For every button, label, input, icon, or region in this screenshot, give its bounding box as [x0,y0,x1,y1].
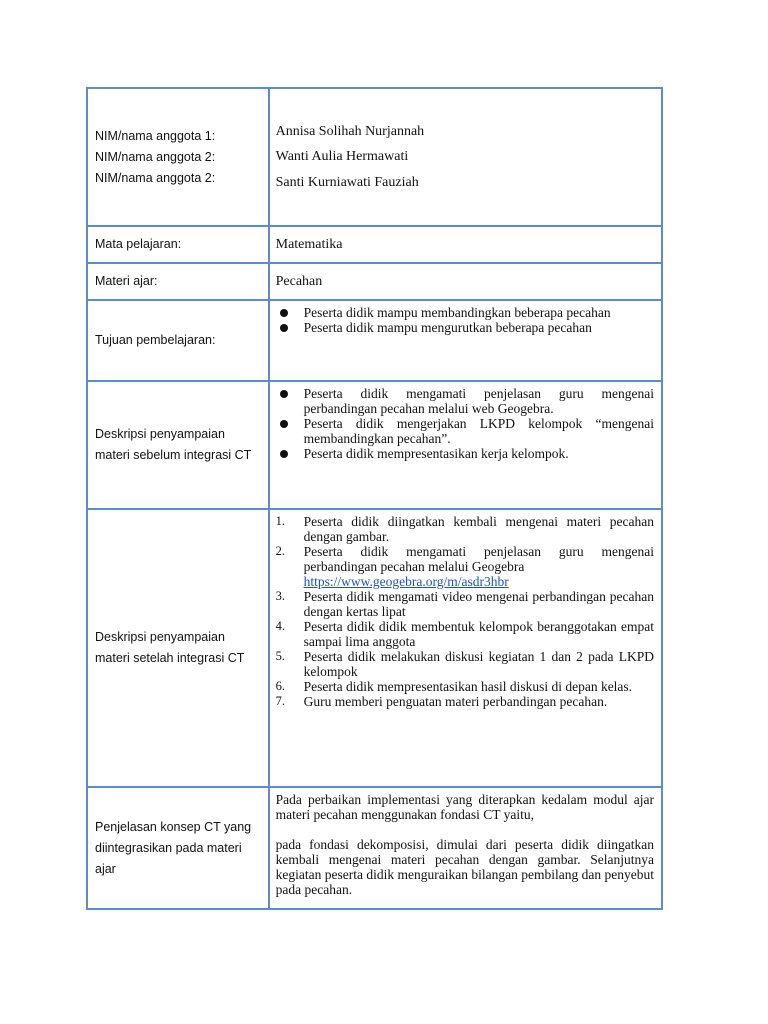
konsep-paragraph-2: pada fondasi dekomposisi, dimulai dari peserta didik diingatkan kembali mengenai materi pecahan dengan gambar. Selanjutnya kegiatan peserta didik menguraikan bilangan pembilang dan penyebut pada pecahan. [275,837,654,897]
tujuan-list [276,305,654,335]
label-konsep-line2: diintegrasikan pada materi [95,840,242,855]
name-anggota-2: Wanti Aulia Hermawati [275,149,409,165]
value-anggota [269,88,662,226]
list-item [276,619,654,649]
item-number: 1. [275,514,285,528]
label-setelah-line1: Deskripsi penyampaian [95,630,225,644]
label-anggota [87,88,269,226]
item-number: 7. [275,694,285,708]
label-setelah-ct [87,509,269,787]
label-sebelum-line1: Deskripsi penyampaian [95,427,225,441]
row-sebelum-ct [87,381,662,509]
label-anggota-1: NIM/nama anggota 1: [95,128,216,143]
list-item [276,589,654,619]
item-number: 2. [275,544,285,558]
value-konsep-ct [269,787,662,909]
value-setelah-ct [269,509,662,787]
item-text: Peserta didik melakukan diskusi kegiatan 1 dan 2 pada LKPD kelompok [303,649,654,679]
sebelum-list [276,386,654,461]
label-anggota-3: NIM/nama anggota 2: [95,170,216,185]
label-konsep-line1: Penjelasan konsep CT yang [95,819,252,834]
value-sebelum-ct [269,381,662,509]
row-setelah-ct [87,509,662,787]
item-text: Peserta didik mengamati penjelasan guru mengenai perbandingan pecahan melalui Geogebra [303,544,654,574]
value-mata-pelajaran: Matematika [269,226,662,263]
name-anggota-1: Annisa Solihah Nurjannah [275,123,425,139]
label-konsep-ct [87,787,269,909]
list-item: Peserta didik mempresentasikan kerja kelompok. [276,446,654,461]
label-sebelum-line2: materi sebelum integrasi CT [95,448,252,462]
item-number: 6. [275,679,285,693]
item-text: Peserta didik mengamati video mengenai perbandingan pecahan dengan kertas lipat [303,589,654,619]
label-setelah-line2: materi setelah integrasi CT [95,651,245,665]
list-item: Peserta didik mampu membandingkan beberapa pecahan [276,305,654,320]
item-text: Peserta didik diingatkan kembali mengenai materi pecahan dengan gambar. [303,514,654,544]
item-number: 5. [275,649,285,663]
setelah-list [276,514,654,709]
list-item [276,649,654,679]
label-sebelum-ct [87,381,269,509]
value-materi-ajar: Pecahan [269,263,662,300]
item-number: 3. [275,589,285,603]
list-item: Peserta didik mampu mengurutkan beberapa pecahan [276,320,654,335]
name-anggota-3: Santi Kurniawati Fauziah [275,174,419,190]
item-number: 4. [275,619,285,633]
konsep-paragraph-1: Pada perbaikan implementasi yang diterapkan kedalam modul ajar materi pecahan menggunakan fondasi CT yaitu, [275,792,654,822]
row-mata-pelajaran [87,226,662,263]
label-materi-ajar: Materi ajar: [87,263,269,300]
label-konsep-line3: ajar [95,861,116,876]
row-tujuan [87,300,662,381]
item-text: Peserta didik mempresentasikan hasil diskusi di depan kelas. [303,679,633,694]
geogebra-link[interactable]: https://www.geogebra.org/m/asdr3hbr [303,574,509,589]
row-materi-ajar [87,263,662,300]
list-item: Peserta didik mengamati penjelasan guru mengenai perbandingan pecahan melalui web Geogebra. [276,386,654,416]
label-mata-pelajaran: Mata pelajaran: [87,226,269,263]
list-item [276,544,654,589]
list-item [276,679,654,694]
list-item: Peserta didik mengerjakan LKPD kelompok “mengenai membandingkan pecahan”. [276,416,654,446]
row-anggota [87,88,662,226]
value-tujuan [269,300,662,381]
item-text: Peserta didik didik membentuk kelompok beranggotakan empat sampai lima anggota [303,619,654,649]
label-tujuan: Tujuan pembelajaran: [87,300,269,381]
list-item [276,514,654,544]
item-text: Guru memberi penguatan materi perbandingan pecahan. [303,694,608,709]
row-konsep-ct [87,787,662,909]
label-anggota-2: NIM/nama anggota 2: [95,149,216,164]
ct-integration-table [86,87,663,910]
list-item [276,694,654,709]
